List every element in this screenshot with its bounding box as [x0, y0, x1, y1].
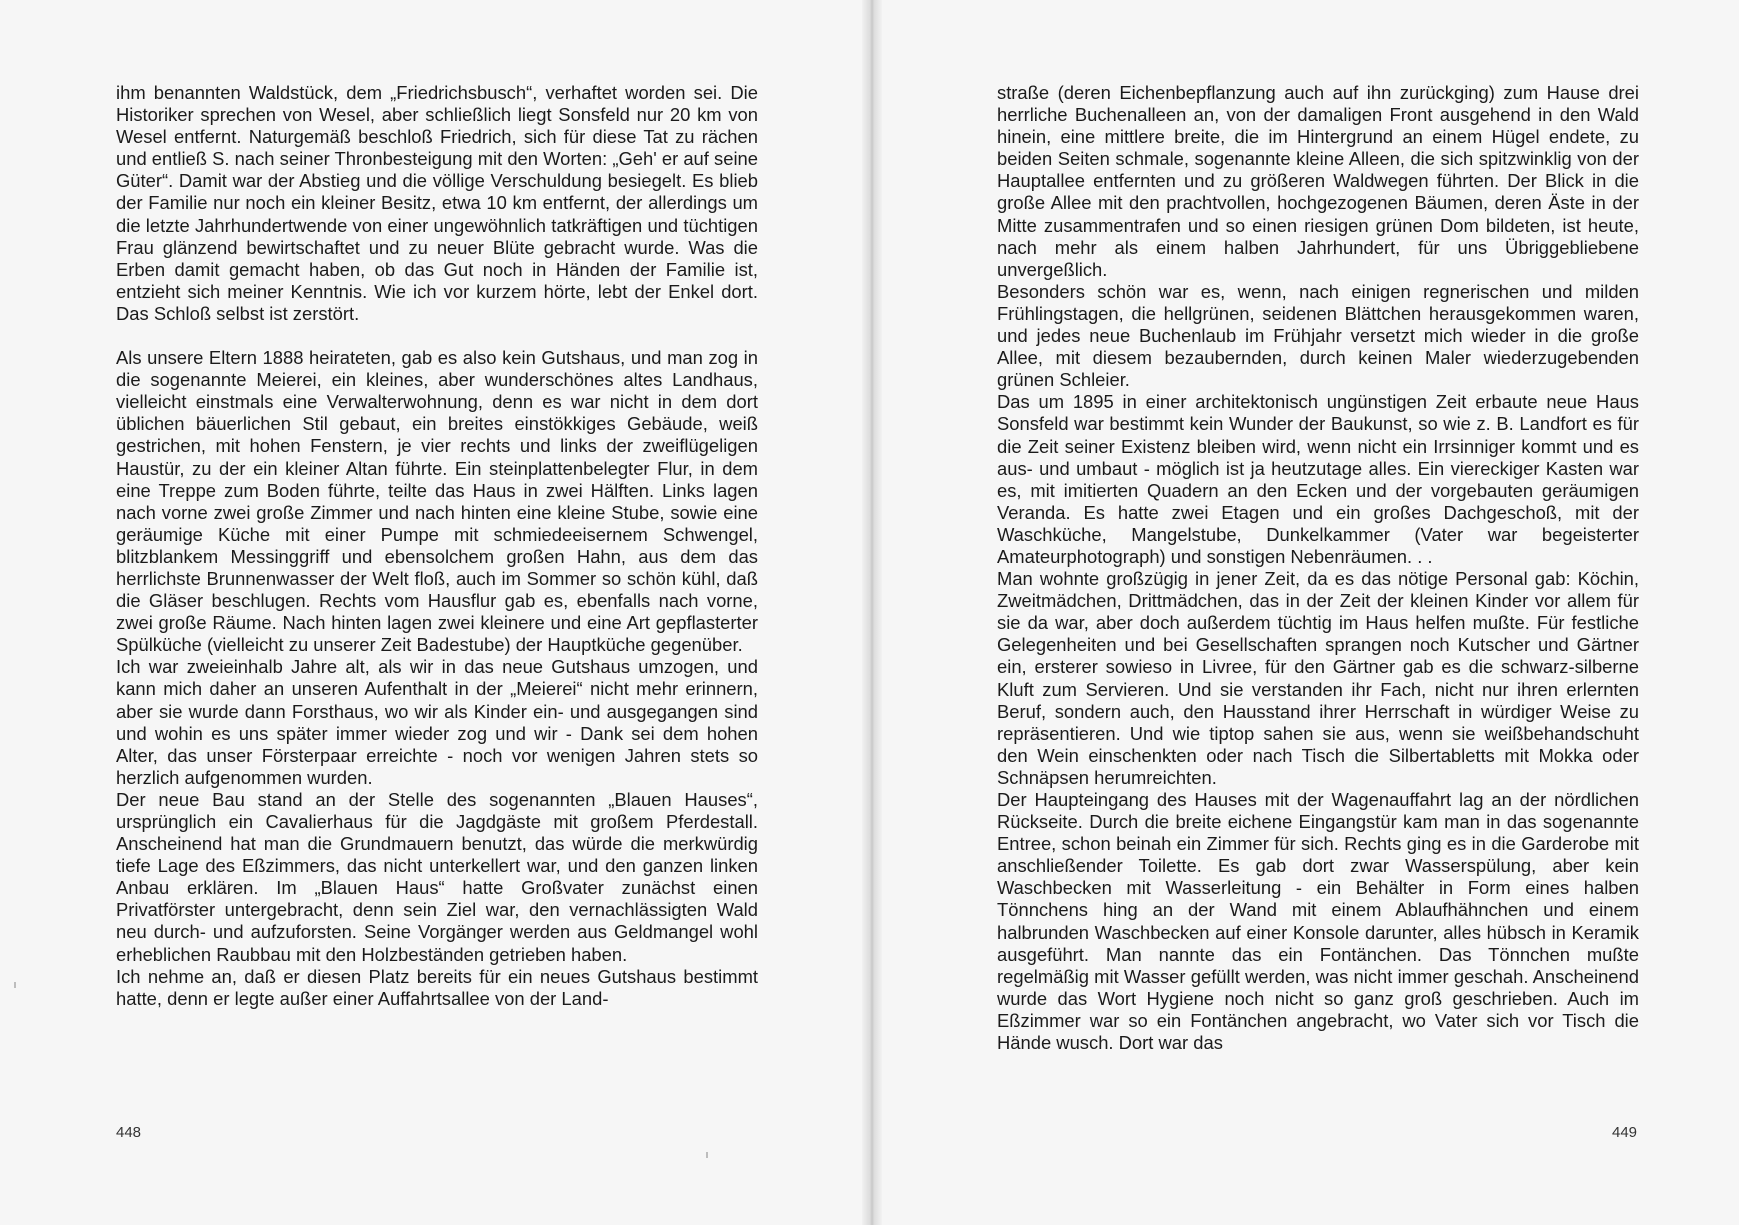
right-paragraph-4: Man wohnte großzügig in jener Zeit, da es das nötige Personal gab: Köchin, Zweitmädchen, Drittmädchen, das in der Zeit der kleinen Kinder vor allem für sie da war, aber doch außerdem tüchtig im Haus helfen mußte. Für festliche Gelegenheiten und bei Gesellschaften sprangen noch Kutscher und Gärtner ein, ersterer sowieso in Livree, für den Gärtner gab es die schwarz-silberne Kluft zum Servieren. Und sie verstanden ihr Fach, nicht nur ihren erlernten Beruf, sondern auch, den Hausstand ihrer Herrschaft in würdiger Weise zu repräsentieren. Und wie tiptop sahen sie aus, wenn sie weißbehandschuht den Wein einschenkten oder nach Tisch die Silbertabletts mit Mokka oder Schnäpsen herumreichten. — [997, 568, 1639, 788]
left-paragraph-3: Ich war zweieinhalb Jahre alt, als wir in das neue Gutshaus umzogen, und kann mich daher an unseren Aufenthalt in der „Meierei“ nicht mehr erinnern, aber sie wurde dann Forsthaus, wo wir als Kinder ein- und ausgegangen sind und wohin es uns später immer wieder zog und wir - Dank sei dem hohen Alter, das unser Försterpaar erreichte - noch vor wenigen Jahren stets so herzlich aufgenommen wurden. — [116, 656, 758, 788]
right-paragraph-5: Der Haupteingang des Hauses mit der Wagenauffahrt lag an der nördlichen Rückseite. Durch die breite eichene Eingangstür kam man in das sogenannte Entree, schon beinah ein Zimmer für sich. Rechts ging es in die Garderobe mit anschließender Toilette. Es gab dort zwar Wasserspülung, aber kein Waschbecken mit Wasserleitung - ein Behälter in Form eines halben Tönnchens hing an der Wand mit einem Ablaufhähnchen und einem halbrunden Waschbecken auf einer Konsole darunter, alles hübsch in Keramik ausgeführt. Man nannte das ein Fontänchen. Das Tönnchen mußte regelmäßig mit Wasser gefüllt werden, was nicht immer geschah. Anscheinend wurde das Wort Hygiene noch nicht so ganz groß geschrieben. Auch im Eßzimmer war so ein Fontänchen angebracht, wo Vater sich vor Tisch die Hände wusch. Dort war das — [997, 789, 1639, 1054]
paper-speck — [706, 1152, 708, 1158]
paper-speck — [14, 982, 16, 988]
page-number-right: 449 — [1612, 1124, 1638, 1141]
left-paragraph-2: Als unsere Eltern 1888 heirateten, gab es also kein Gutshaus, und man zog in die sogenannte Meierei, ein kleines, aber wunderschönes altes Landhaus, vielleicht einstmals eine Verwalterwohnung, denn es war nicht in dem dort üblichen bäuerlichen Stil gebaut, ein breites einstökkiges Gebäude, weiß gestrichen, mit hohen Fenstern, je vier rechts und links der zweiflügeligen Haustür, zu der ein kleiner Altan führte. Ein steinplattenbelegter Flur, in dem eine Treppe zum Boden führte, teilte das Haus in zwei Hälften. Links lagen nach vorne zwei große Zimmer und nach hinten eine kleine Stube, sowie eine geräumige Küche mit einer Pumpe mit schmiedeeisernem Schwengel, blitzblankem Messinggriff und ebensolchem großen Hahn, aus dem das herrlichste Brunnenwasser der Welt floß, auch im Sommer so schön kühl, daß die Gläser beschlugen. Rechts vom Hausflur gab es, ebenfalls nach vorne, zwei große Räume. Nach hinten lagen zwei kleinere und eine Art gepflasterter Spülküche (vielleicht zu unserer Zeit Badestube) der Hauptküche gegenüber. — [116, 347, 758, 656]
left-paragraph-4: Der neue Bau stand an der Stelle des sogenannten „Blauen Hauses“, ursprünglich ein Cavalierhaus für die Jagdgäste mit großem Pferdestall. Anscheinend hat man die Grundmauern benutzt, das würde die merkwürdig tiefe Lage des Eßzimmers, das nicht unterkellert war, und den ganzen linken Anbau erklären. Im „Blauen Haus“ hatte Großvater zunächst einen Privatförster untergebracht, denn sein Ziel war, den vernachlässigten Wald neu durch- und aufzuforsten. Seine Vorgänger werden aus Geldmangel wohl erheblichen Raubbau mit den Holzbeständen getrieben haben. — [116, 788, 758, 965]
page-number-left: 448 — [116, 1124, 142, 1141]
left-paragraph-1: ihm benannten Waldstück, dem „Friedrichsbusch“, verhaftet worden sei. Die Historiker sprechen von Wesel, aber schließlich liegt Sonsfeld nur 20 km von Wesel entfernt. Naturgemäß beschloß Friedrich, sich für diese Tat zu rächen und entließ S. nach seiner Thronbesteigung mit den Worten: „Geh' er auf seine Güter“. Damit war der Abstieg und die völlige Verschuldung besiegelt. Es blieb der Familie nur noch ein kleiner Besitz, etwa 10 km entfernt, der allerdings um die letzte Jahrhundertwende von einer ungewöhnlich tatkräftigen und tüchtigen Frau glänzend bewirtschaftet und zu neuer Blüte gebracht wurde. Was die Erben damit gemacht haben, ob das Gut noch in Händen der Familie ist, entzieht sich meiner Kenntnis. Wie ich vor kurzem hörte, lebt der Enkel dort. Das Schloß selbst ist zerstört. — [116, 82, 758, 324]
left-page — [116, 82, 758, 1010]
right-paragraph-1: straße (deren Eichenbepflanzung auch auf ihn zurückging) zum Hause drei herrliche Buchenalleen an, von der damaligen Front ausgehend in den Wald hinein, eine mittlere breite, die im Hintergrund an einem Hügel endete, zu beiden Seiten schmale, sogenannte kleine Alleen, die sich spitzwinklig von der Hauptallee entfernten und zu größeren Waldwegen führten. Der Blick in die große Allee mit den prachtvollen, hochgezogenen Bäumen, deren Äste in der Mitte zusammentrafen und so einen riesigen grünen Dom bildeten, ist heute, nach mehr als einem halben Jahrhundert, für uns Übriggebliebene unvergeßlich. — [997, 82, 1639, 280]
right-paragraph-2: Besonders schön war es, wenn, nach einigen regnerischen und milden Frühlingstagen, die hellgrünen, seidenen Blättchen herausgekommen waren, und jedes neue Buchenlaub im Frühjahr versetzt mich wieder in die große Allee, mit diesem bezaubernden, durch keinen Maler wiederzugebenden grünen Schleier. — [997, 280, 1639, 391]
right-paragraph-3: Das um 1895 in einer architektonisch ungünstigen Zeit erbaute neue Haus Sonsfeld war bestimmt kein Wunder der Baukunst, so wie z. B. Landfort es für die Zeit seiner Existenz bleiben wird, wenn nicht ein Irrsinniger kommt und es aus- und umbaut - möglich ist ja heutzutage alles. Ein viereckiger Kasten war es, mit imitierten Quadern an den Ecken und der vorgebauten geräumigen Veranda. Es hatte zwei Etagen und ein großes Dachgeschoß, mit der Waschküche, Mangelstube, Dunkelkammer (Vater war begeisterter Amateurphotograph) und sonstigen Nebenräumen. . . — [997, 391, 1639, 567]
right-page — [997, 82, 1639, 1054]
book-gutter — [862, 0, 882, 1225]
left-paragraph-5: Ich nehme an, daß er diesen Platz bereits für ein neues Gutshaus bestimmt hatte, denn er legte außer einer Auffahrtsallee von der Land- — [116, 965, 758, 1009]
